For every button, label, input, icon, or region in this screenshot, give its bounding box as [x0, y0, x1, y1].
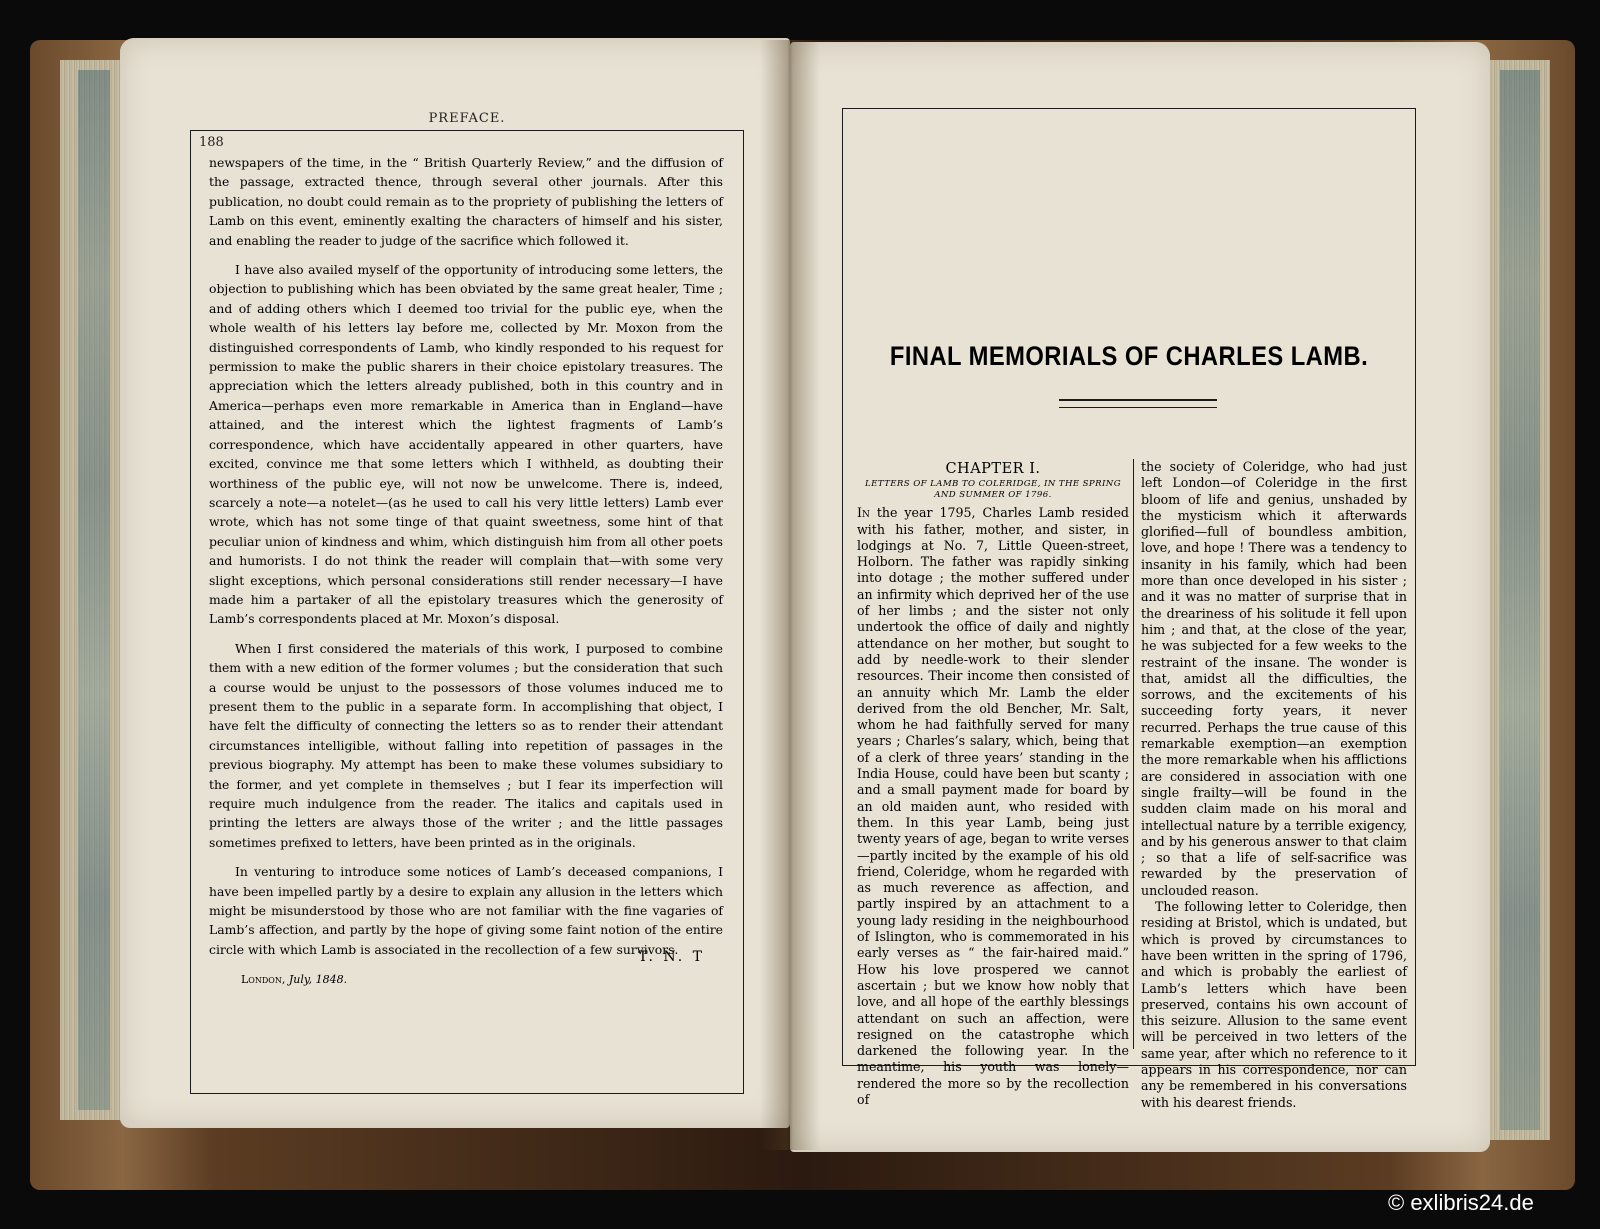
- left-marbled-edge: [78, 70, 110, 1110]
- dateline-date: July, 1848.: [288, 973, 348, 986]
- preface-paragraph: When I first considered the materials of this work, I purposed to combine them with a new edition of the former volumes ; but the consideration that such a course would be unjust to the possessors of those volumes induced me to present them to the public in a separate form. In accomplishing that object, I have felt the difficulty of connecting the letters so as to render their attendant circumstances intelligible, without falling into repetition of passages in the previous biography. My attempt has been to make these volumes subsidiary to the former, and yet complete in themselves ; but I fear its imperfection will require much indulgence from the reader. The italics and capitals used in printing the letters are always those of the writer ; and the little passages sometimes prefixed to letters, have been printed as in the originals.: [209, 640, 723, 850]
- right-marbled-edge: [1500, 70, 1540, 1130]
- preface-paragraph: I have also availed myself of the opportunity of introducing some letters, the objection to publishing which has been obviated by the same great healer, Time ; and of adding others which I deemed too trivial for the public eye, when the whole wealth of his letters lay before me, collected by Mr. Moxon from the distinguished correspondents of Lamb, who kindly responded to his request for permission to make the public sharers in their choice epistolary treasures. The appreciation which the letters already published, both in this country and in America—perhaps even more remarkable in America than in England—have attained, and the interest which the lightest fragments of Lamb’s correspondence, which have accidentally appeared in other quarters, have excited, convince me that some letters which I withheld, as doubting their worthiness of the public eye, will not now be unwelcome. There is, indeed, scarcely a note—a notelet—(as he used to call his very little letters) Lamb ever wrote, which has not some tinge of that quaint sweetness, some hint of that peculiar union of kindness and whim, which distinguish him from all other poets and humorists. I do not think the reader will complain that—with some very slight exceptions, which personal considerations still render necessary—I have made him a partaker of all the epistolary treasures which the generosity of Lamb’s correspondents placed at Mr. Moxon’s disposal.: [209, 262, 723, 627]
- copyright-watermark: © exlibris24.de: [1388, 1190, 1534, 1215]
- dateline: [241, 973, 347, 986]
- running-head: PREFACE.: [428, 111, 506, 126]
- column-rule: [1133, 459, 1134, 1049]
- dateline-place: London,: [241, 973, 286, 986]
- lead-words: In: [857, 505, 870, 521]
- page-number: 188: [199, 135, 224, 150]
- preface-text: [209, 153, 723, 969]
- title-rule: [1059, 399, 1217, 408]
- left-page-frame: [190, 111, 744, 1094]
- chapter-paragraph: [857, 505, 1129, 1108]
- book-title: FINAL MEMORIALS OF CHARLES LAMB.: [889, 341, 1369, 371]
- chapter-subtitle: LETTERS OF LAMB TO COLERIDGE, IN THE SPRING AND SUMMER OF 1796.: [865, 479, 1121, 501]
- book-gutter: [760, 40, 820, 1150]
- author-initials: T. N. T: [638, 949, 705, 965]
- text-column-left: [857, 459, 1129, 1108]
- chapter-heading: CHAPTER I.: [945, 461, 1041, 477]
- right-page-frame: [842, 108, 1416, 1110]
- chapter-paragraph: the society of Coleridge, who had just left London—of Coleridge in the first bloom of life and genius, unshaded by the mysticism which it afterwards glorified—full of boundless ambition, love, and hope ! There was a tendency to insanity in his family, which had been more than once developed in his sister ; and it was no matter of surprise that in the dreariness of his solitude it fell upon him ; and that, at the close of the year, he was subjected for a few weeks to the restraint of the insane. The wonder is that, amidst all the difficulties, the sorrows, and the excitements of his succeeding forty years, it never recurred. Perhaps the true cause of this remarkable exemption—an exemption the more remarkable when his afflictions are considered in association with one single frailty—will be found in the sudden claim made on his moral and intellectual nature by a terrible exigency, and by his generous answer to that claim ; so that a life of self-sacrifice was rewarded by the preservation of unclouded reason.: [1141, 459, 1407, 898]
- preface-paragraph: newspapers of the time, in the “ British Quarterly Review,” and the diffusion of the passage, extracted thence, through several other journals. After this publication, no doubt could remain as to the propriety of publishing the letters of Lamb on this event, eminently exalting the characters of himself and his sister, and enabling the reader to judge of the sacrifice which followed it.: [209, 155, 723, 248]
- text-column-right: [1141, 459, 1407, 1111]
- paragraph-text: the year 1795, Charles Lamb resided with his father, mother, and sister, in lodgings at No. 7, Little Queen-street, Holborn. The father was rapidly sinking into dotage ; the mother suffered under an infirmity which deprived her of the use of her limbs ; and the sister not only undertook the office of daily and nightly attendance on her mother, but sought to add by needle-work to their slender resources. Their income then consisted of an annuity which Mr. Lamb the elder derived from the old Bencher, Mr. Salt, whom he had faithfully served for many years ; Charles’s salary, which, being that of a clerk of three years’ standing in the India House, could have been but scanty ; and a small payment made for board by an old maiden aunt, who resided with them. In this year Lamb, being just twenty years of age, began to write verses—partly incited by the example of his old friend, Coleridge, whom he regarded with as much reverence as affection, and partly inspired by an attachment to a young lady residing in the neighbourhood of Islington, who is commemorated in his early verses as “ the fair-haired maid.” How his love prospered we cannot ascertain ; but we know how nobly that love, and all hope of the earthly blessings attendant on such an affection, were resigned on the catastrophe which darkened the following year. In the meantime, his youth was lonely—rendered the more so by the recollection of: [857, 505, 1129, 1107]
- chapter-paragraph: The following letter to Coleridge, then residing at Bristol, which is undated, but which is proved by circumstances to have been written in the spring of 1796, and which is probably the earliest of Lamb’s letters which have been preserved, contains his own account of this seizure. Allusion to the same event will be perceived in two letters of the same year, after which no reference to it appears in his correspondence, nor can any be remembered in his conversations with his dearest friends.: [1141, 899, 1407, 1110]
- preface-paragraph: In venturing to introduce some notices of Lamb’s deceased companions, I have been impelled partly by a desire to explain any allusion in the letters which might be misunderstood by those who are not familiar with the fine vagaries of Lamb’s affection, and partly by the hope of giving some faint notion of the entire circle with which Lamb is associated in the recollection of a few survivors.: [209, 864, 723, 957]
